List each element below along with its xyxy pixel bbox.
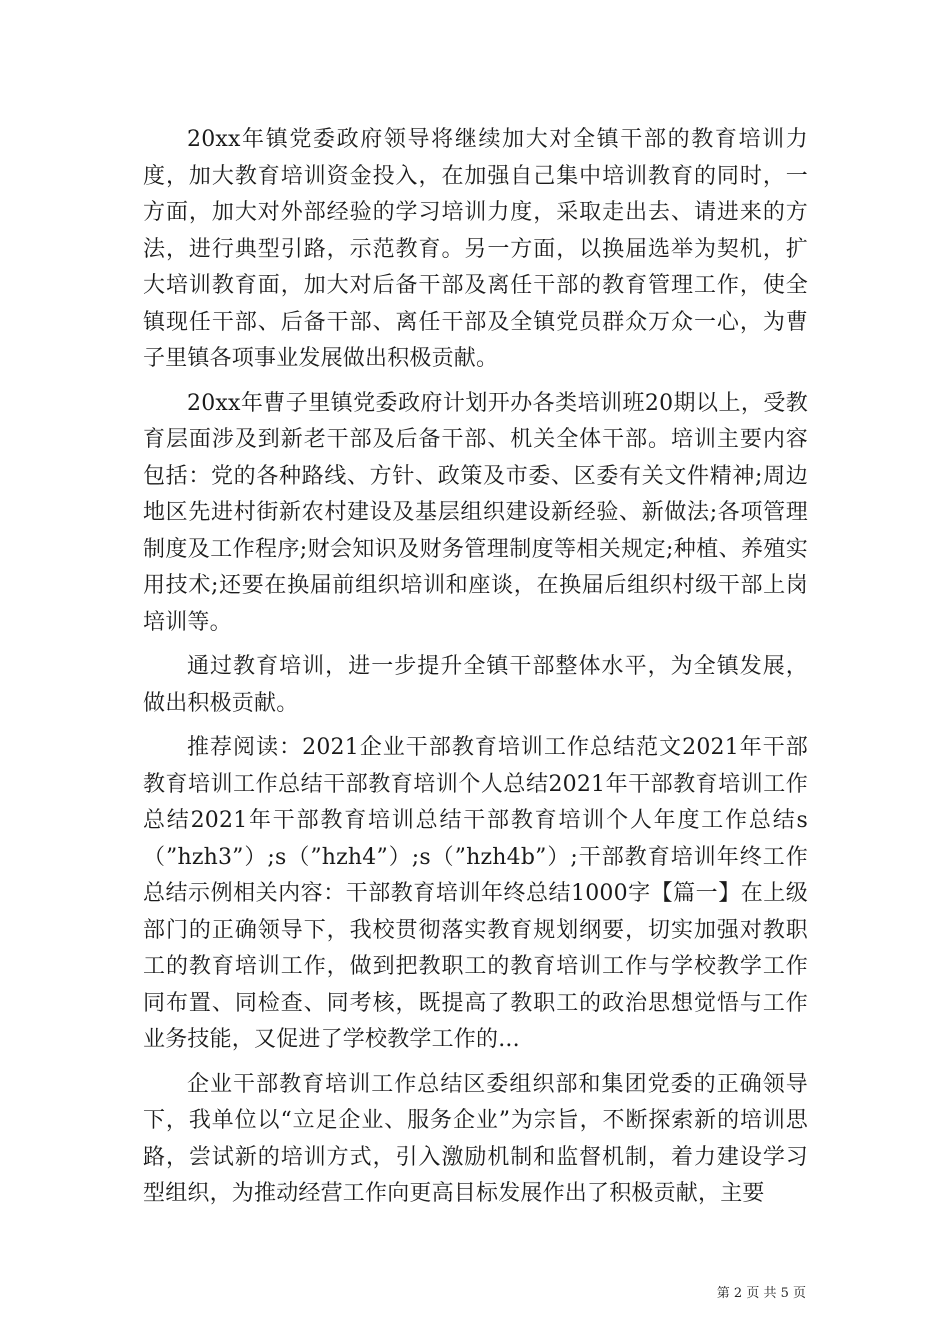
paragraph-3: 通过教育培训，进一步提升全镇干部整体水平，为全镇发展，做出积极贡献。: [143, 654, 808, 716]
page-number-footer: 第 2 页 共 5 页: [716, 1286, 806, 1301]
document-body: [143, 122, 808, 1221]
paragraph-4: 推荐阅读：2021企业干部教育培训工作总结范文2021年干部教育培训工作总结干部教育培训个人总结2021年干部教育培训工作总结2021年干部教育培训总结干部教育培训个人年度工作总结s（”hzh3”）;s（”hzh4”）;s（”hzh4b”）;干部教育培训年终工作总结示例相关内容：干部教育培训年终总结1000字【篇一】在上级部门的正确领导下，我校贯彻落实教育规划纲要，切实加强对教职工的教育培训工作，做到把教职工的教育培训工作与学校教学工作同布置、同检查、同考核，既提高了教职工的政治思想觉悟与工作业务技能，又促进了学校教学工作的...: [143, 735, 808, 1052]
paragraph-1: 20xx年镇党委政府领导将继续加大对全镇干部的教育培训力度，加大教育培训资金投入，在加强自己集中培训教育的同时，一方面，加大对外部经验的学习培训力度，采取走出去、请进来的方法，进行典型引路，示范教育。另一方面，以换届选举为契机，扩大培训教育面，加大对后备干部及离任干部的教育管理工作，使全镇现任干部、后备干部、离任干部及全镇党员群众万众一心，为曹子里镇各项事业发展做出积极贡献。: [143, 127, 808, 371]
paragraph-5: 企业干部教育培训工作总结区委组织部和集团党委的正确领导下，我单位以“立足企业、服务企业”为宗旨，不断探索新的培训思路，尝试新的培训方式，引入激励机制和监督机制，着力建设学习型组织，为推动经营工作向更高目标发展作出了积极贡献，主要: [143, 1071, 808, 1206]
paragraph-2: 20xx年曹子里镇党委政府计划开办各类培训班20期以上，受教育层面涉及到新老干部及后备干部、机关全体干部。培训主要内容包括：党的各种路线、方针、政策及市委、区委有关文件精神;周边地区先进村街新农村建设及基层组织建设新经验、新做法;各项管理制度及工作程序;财会知识及财务管理制度等相关规定;种植、养殖实用技术;还要在换届前组织培训和座谈，在换届后组织村级干部上岗培训等。: [143, 390, 808, 635]
